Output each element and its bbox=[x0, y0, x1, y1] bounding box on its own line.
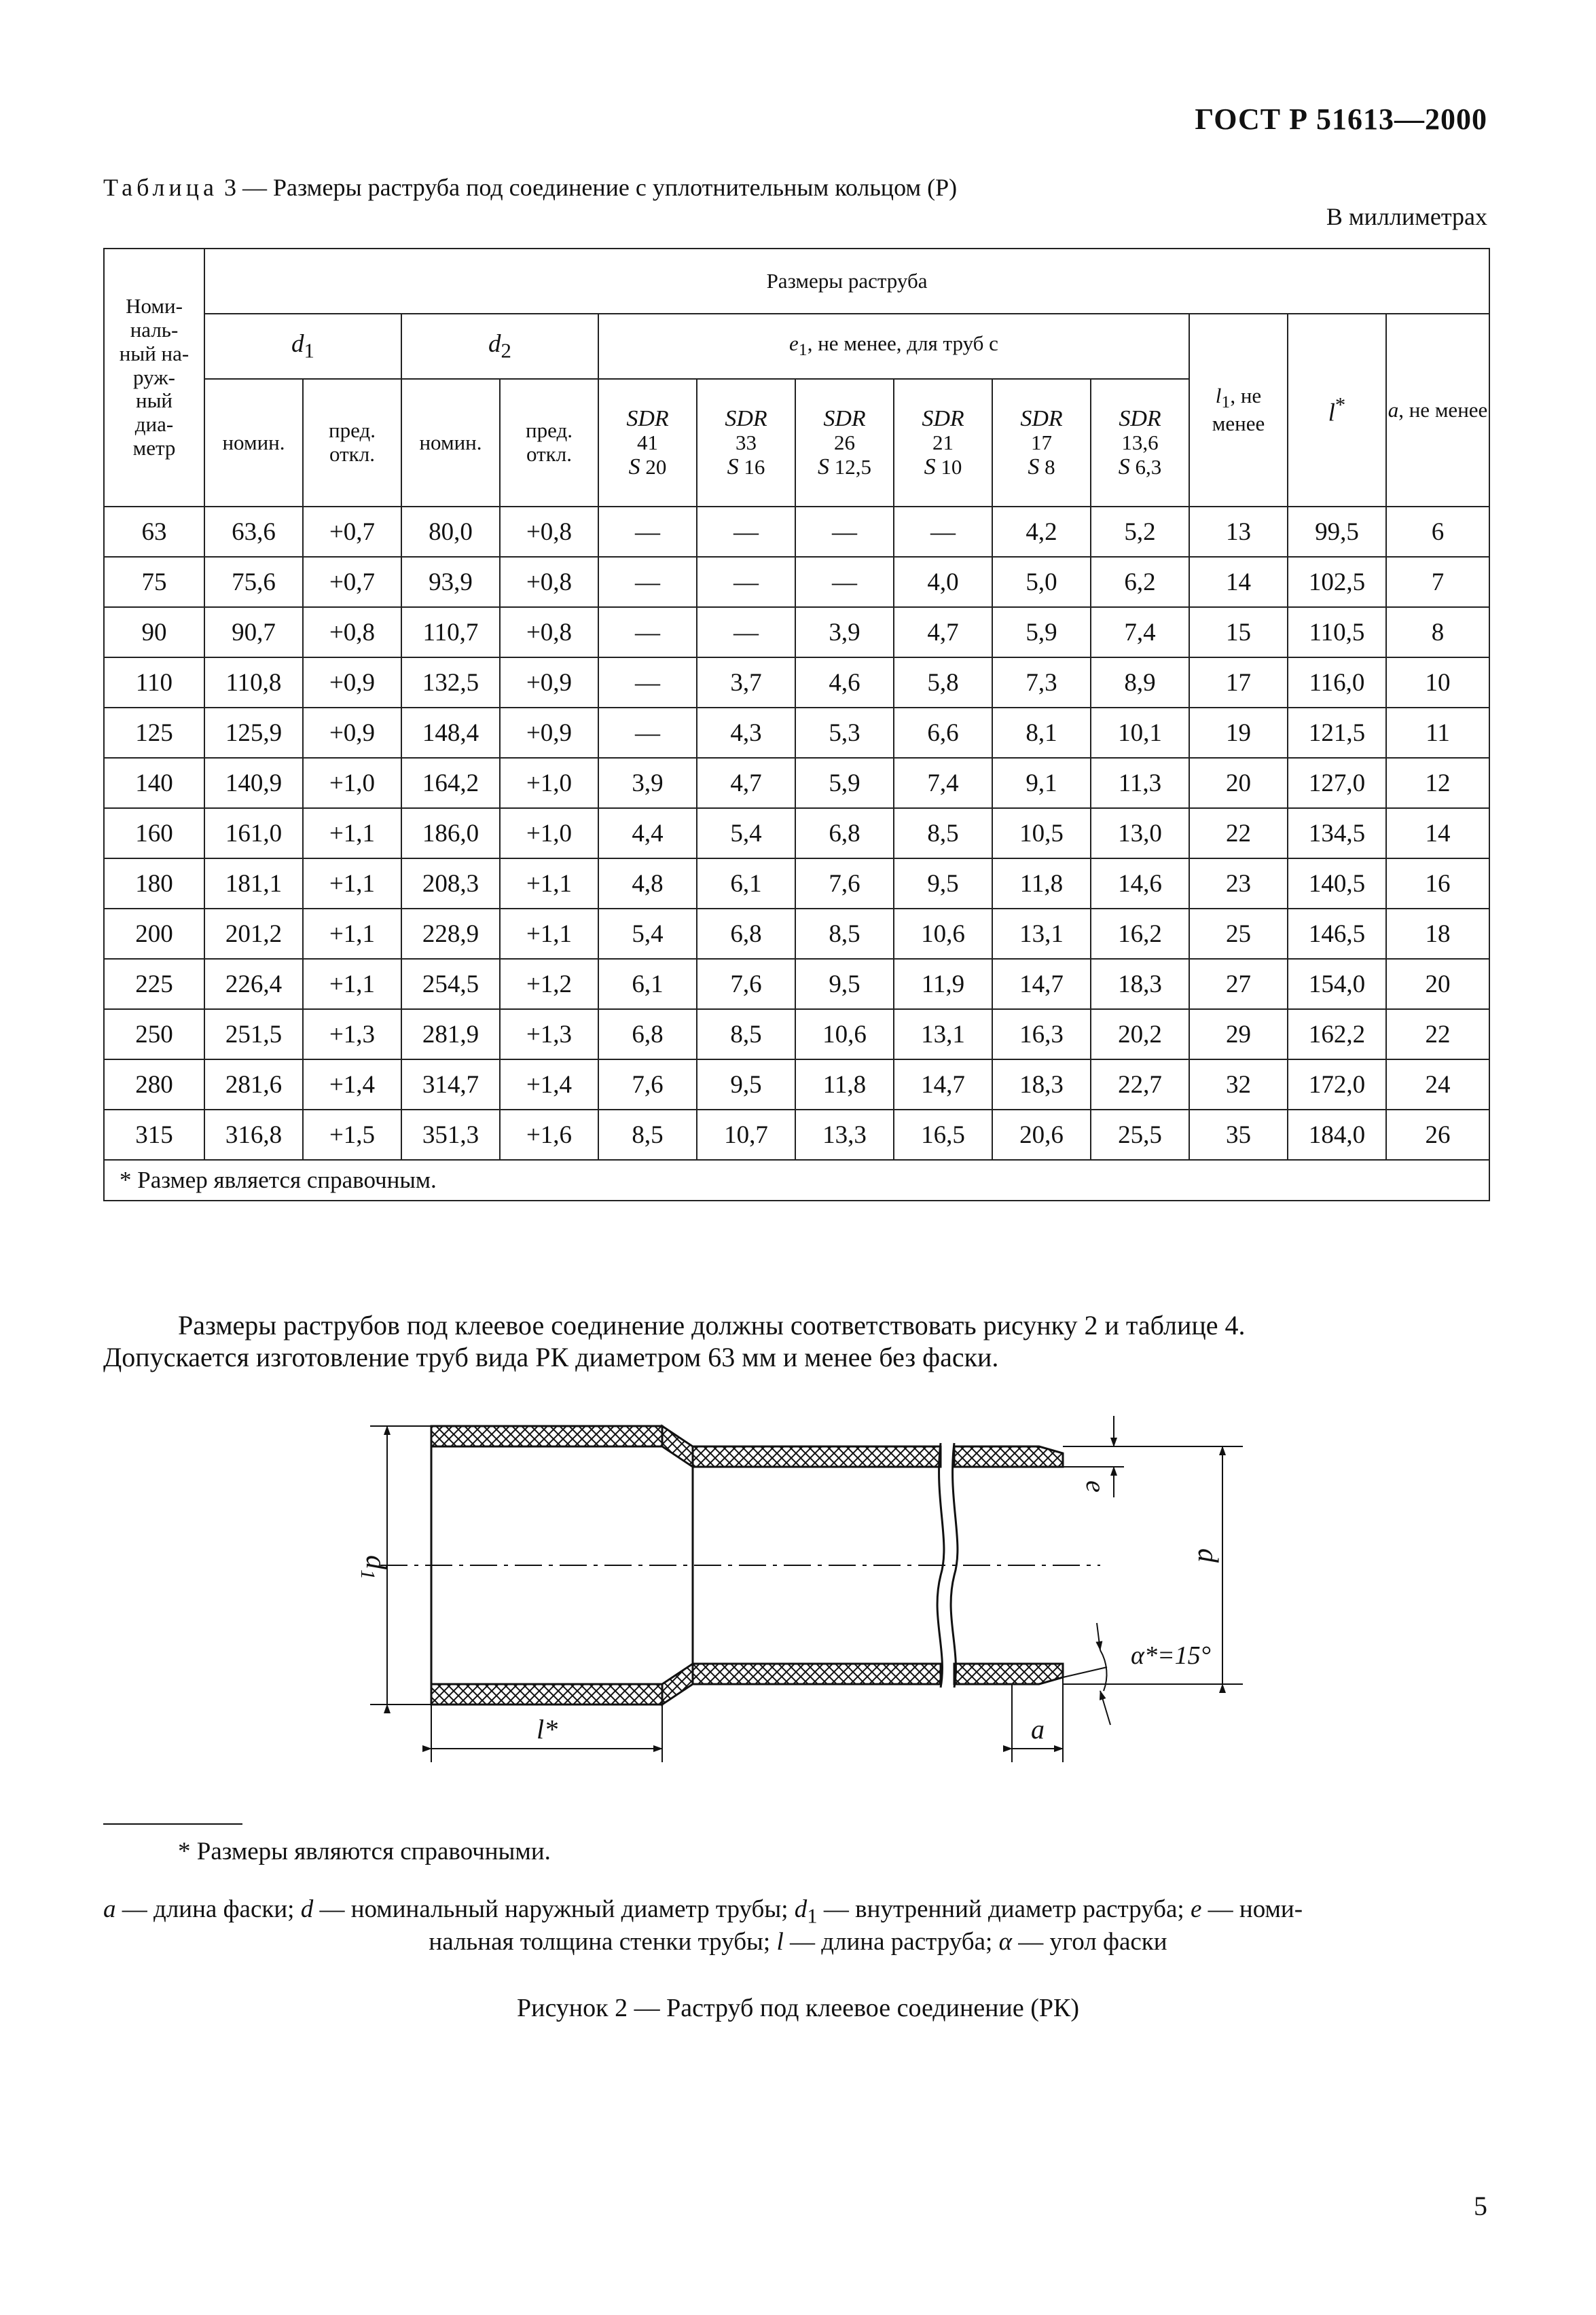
table-cell: 281,6 bbox=[204, 1059, 303, 1110]
table-cell: +1,5 bbox=[303, 1110, 401, 1160]
header-d2-nom: номин. bbox=[401, 379, 500, 507]
table-cell: — bbox=[598, 657, 697, 708]
header-a: a, не менее bbox=[1386, 314, 1489, 507]
table-cell: 16,3 bbox=[992, 1009, 1091, 1059]
table-cell: 29 bbox=[1189, 1009, 1288, 1059]
table-note: * Размер является справочным. bbox=[104, 1160, 1489, 1201]
table-cell: 6,8 bbox=[598, 1009, 697, 1059]
table-cell: 125,9 bbox=[204, 708, 303, 758]
body-text-line-2: Допускается изготовление труб вида РК диаметром 63 мм и менее без фаски. bbox=[103, 1342, 999, 1372]
table-cell: 4,3 bbox=[697, 708, 795, 758]
table-cell: +1,4 bbox=[500, 1059, 598, 1110]
table-cell: 4,2 bbox=[992, 507, 1091, 557]
table-cell: +0,8 bbox=[500, 607, 598, 657]
table-cell: +1,3 bbox=[500, 1009, 598, 1059]
table-cell: 11,9 bbox=[894, 959, 992, 1009]
table-cell: +1,1 bbox=[500, 858, 598, 909]
table-cell: 32 bbox=[1189, 1059, 1288, 1110]
page-number: 5 bbox=[1474, 2191, 1487, 2221]
d-label: d bbox=[1192, 1548, 1223, 1563]
table-cell: +1,1 bbox=[303, 808, 401, 858]
table-cell: +1,1 bbox=[303, 909, 401, 959]
header-sdr-4: SDR 21 S 10 bbox=[894, 379, 992, 507]
table-cell: 10 bbox=[1386, 657, 1489, 708]
table-cell: 314,7 bbox=[401, 1059, 500, 1110]
legend-line-2: нальная толщина стенки трубы; l — длина раструба; α — угол фаски bbox=[429, 1928, 1167, 1956]
d1-label: d1 bbox=[357, 1555, 391, 1580]
table-cell: +0,9 bbox=[500, 657, 598, 708]
table-cell: 22,7 bbox=[1091, 1059, 1189, 1110]
table-cell: 14,6 bbox=[1091, 858, 1189, 909]
table-cell: 132,5 bbox=[401, 657, 500, 708]
table-cell: 25,5 bbox=[1091, 1110, 1189, 1160]
table-cell: 162,2 bbox=[1288, 1009, 1386, 1059]
table-cell: — bbox=[795, 557, 894, 607]
table-cell: 164,2 bbox=[401, 758, 500, 808]
e-label: e bbox=[1081, 1480, 1111, 1493]
table-cell: 140,9 bbox=[204, 758, 303, 808]
table-cell: 14 bbox=[1189, 557, 1288, 607]
table-cell: 13,3 bbox=[795, 1110, 894, 1160]
table-cell: — bbox=[894, 507, 992, 557]
table-cell: 9,5 bbox=[894, 858, 992, 909]
table-cell: 13,1 bbox=[894, 1009, 992, 1059]
table-cell: 18,3 bbox=[1091, 959, 1189, 1009]
table-cell: 13,1 bbox=[992, 909, 1091, 959]
table-cell: +1,0 bbox=[500, 758, 598, 808]
table-cell: 201,2 bbox=[204, 909, 303, 959]
header-sdr-5: SDR 17 S 8 bbox=[992, 379, 1091, 507]
table-cell: — bbox=[598, 557, 697, 607]
table-cell: 3,7 bbox=[697, 657, 795, 708]
table-cell: 16,5 bbox=[894, 1110, 992, 1160]
table-cell: 225 bbox=[104, 959, 204, 1009]
table-cell: 8 bbox=[1386, 607, 1489, 657]
header-d2: $d_2$ bbox=[401, 314, 598, 379]
socket-top-wall bbox=[431, 1426, 662, 1446]
table-cell: +0,8 bbox=[500, 557, 598, 607]
table-cell: 15 bbox=[1189, 607, 1288, 657]
table-row bbox=[104, 909, 1489, 959]
table-cell: 250 bbox=[104, 1009, 204, 1059]
table-cell: 4,7 bbox=[697, 758, 795, 808]
table-cell: 7,4 bbox=[894, 758, 992, 808]
header-d1: $d_1$ bbox=[204, 314, 401, 379]
table-cell: 24 bbox=[1386, 1059, 1489, 1110]
table-cell: +0,7 bbox=[303, 507, 401, 557]
table-cell: 5,9 bbox=[992, 607, 1091, 657]
table-cell: 11,8 bbox=[992, 858, 1091, 909]
table-cell: +1,1 bbox=[303, 858, 401, 909]
transition-bottom bbox=[662, 1664, 693, 1705]
table-cell: 26 bbox=[1386, 1110, 1489, 1160]
figure-2-drawing bbox=[340, 1406, 1277, 1786]
table-cell: 251,5 bbox=[204, 1009, 303, 1059]
table-cell: +1,6 bbox=[500, 1110, 598, 1160]
table-cell: 4,0 bbox=[894, 557, 992, 607]
table-cell: 12 bbox=[1386, 758, 1489, 808]
table-cell: 228,9 bbox=[401, 909, 500, 959]
table-cell: 3,9 bbox=[795, 607, 894, 657]
document-header: ГОСТ Р 51613—2000 bbox=[1195, 103, 1487, 136]
table-cell: 186,0 bbox=[401, 808, 500, 858]
table-cell: 110,8 bbox=[204, 657, 303, 708]
table-cell: 5,4 bbox=[697, 808, 795, 858]
table-row bbox=[104, 758, 1489, 808]
table-cell: 102,5 bbox=[1288, 557, 1386, 607]
table-cell: 140 bbox=[104, 758, 204, 808]
table-cell: +0,8 bbox=[500, 507, 598, 557]
table-row bbox=[104, 657, 1489, 708]
table-cell: 154,0 bbox=[1288, 959, 1386, 1009]
table-cell: 3,9 bbox=[598, 758, 697, 808]
table-cell: 6,2 bbox=[1091, 557, 1189, 607]
table-cell: 6,1 bbox=[697, 858, 795, 909]
table-cell: +1,4 bbox=[303, 1059, 401, 1110]
table-cell: 11,3 bbox=[1091, 758, 1189, 808]
table-cell: 8,5 bbox=[697, 1009, 795, 1059]
table-cell: — bbox=[697, 557, 795, 607]
table-cell: +0,9 bbox=[500, 708, 598, 758]
table-cell: — bbox=[598, 607, 697, 657]
table-row bbox=[104, 507, 1489, 557]
table-cell: 90 bbox=[104, 607, 204, 657]
table-cell: — bbox=[795, 507, 894, 557]
table-cell: 99,5 bbox=[1288, 507, 1386, 557]
table-cell: 110,7 bbox=[401, 607, 500, 657]
table-cell: 13 bbox=[1189, 507, 1288, 557]
data-table bbox=[103, 248, 1490, 1201]
table-cell: 93,9 bbox=[401, 557, 500, 607]
table-cell: — bbox=[598, 507, 697, 557]
table-cell: +1,1 bbox=[500, 909, 598, 959]
table-cell: 9,1 bbox=[992, 758, 1091, 808]
table-cell: 90,7 bbox=[204, 607, 303, 657]
table-cell: 80,0 bbox=[401, 507, 500, 557]
table-cell: 18 bbox=[1386, 909, 1489, 959]
table-cell: 116,0 bbox=[1288, 657, 1386, 708]
table-cell: 184,0 bbox=[1288, 1110, 1386, 1160]
table-cell: 316,8 bbox=[204, 1110, 303, 1160]
table-cell: +1,2 bbox=[500, 959, 598, 1009]
table-cell: 75 bbox=[104, 557, 204, 607]
table-cell: 146,5 bbox=[1288, 909, 1386, 959]
table-cell: 140,5 bbox=[1288, 858, 1386, 909]
table-cell: 281,9 bbox=[401, 1009, 500, 1059]
table-cell: 7,4 bbox=[1091, 607, 1189, 657]
table-cell: 20 bbox=[1189, 758, 1288, 808]
table-cell: 25 bbox=[1189, 909, 1288, 959]
table-cell: 75,6 bbox=[204, 557, 303, 607]
table-row bbox=[104, 1059, 1489, 1110]
table-cell: 7,6 bbox=[598, 1059, 697, 1110]
table-cell: 226,4 bbox=[204, 959, 303, 1009]
table-row bbox=[104, 607, 1489, 657]
table-body bbox=[104, 507, 1489, 1160]
table-cell: 10,1 bbox=[1091, 708, 1189, 758]
table-cell: 254,5 bbox=[401, 959, 500, 1009]
table-cell: +1,0 bbox=[500, 808, 598, 858]
table-row bbox=[104, 1009, 1489, 1059]
table-cell: 10,6 bbox=[795, 1009, 894, 1059]
table-cell: 8,9 bbox=[1091, 657, 1189, 708]
table-cell: 280 bbox=[104, 1059, 204, 1110]
table-cell: 161,0 bbox=[204, 808, 303, 858]
table-cell: 121,5 bbox=[1288, 708, 1386, 758]
spigot-bottom-wall bbox=[954, 1664, 1063, 1684]
header-sdr-6: SDR 13,6 S 6,3 bbox=[1091, 379, 1189, 507]
table-caption-text: 3 — Размеры раструба под соединение с уплотнительным кольцом (Р) bbox=[217, 174, 958, 201]
table-caption-word: Таблица bbox=[103, 174, 218, 201]
table-cell: 35 bbox=[1189, 1110, 1288, 1160]
table-cell: 181,1 bbox=[204, 858, 303, 909]
table-cell: 208,3 bbox=[401, 858, 500, 909]
alpha-label: α*=15° bbox=[1131, 1641, 1211, 1670]
table-row bbox=[104, 959, 1489, 1009]
table-units: В миллиметрах bbox=[1326, 203, 1487, 230]
table-cell: 11 bbox=[1386, 708, 1489, 758]
figure-caption: Рисунок 2 — Раструб под клеевое соединение (РК) bbox=[516, 1994, 1080, 2022]
table-row bbox=[104, 858, 1489, 909]
table-cell: 180 bbox=[104, 858, 204, 909]
table-cell: 17 bbox=[1189, 657, 1288, 708]
table-cell: 16 bbox=[1386, 858, 1489, 909]
spigot-top-wall bbox=[954, 1446, 1063, 1467]
header-l1: $l_1$, не менее bbox=[1189, 314, 1288, 507]
socket-bottom-wall bbox=[431, 1684, 662, 1705]
table-cell: 127,0 bbox=[1288, 758, 1386, 808]
table-cell: 63,6 bbox=[204, 507, 303, 557]
table-cell: 5,9 bbox=[795, 758, 894, 808]
table-cell: 27 bbox=[1189, 959, 1288, 1009]
table-cell: 134,5 bbox=[1288, 808, 1386, 858]
table-cell: 110 bbox=[104, 657, 204, 708]
table-cell: +0,9 bbox=[303, 657, 401, 708]
table-cell: 125 bbox=[104, 708, 204, 758]
table-cell: 20,6 bbox=[992, 1110, 1091, 1160]
table-cell: 6,6 bbox=[894, 708, 992, 758]
table-cell: 23 bbox=[1189, 858, 1288, 909]
table-cell: 14 bbox=[1386, 808, 1489, 858]
table-cell: 20 bbox=[1386, 959, 1489, 1009]
table-cell: 5,0 bbox=[992, 557, 1091, 607]
table-cell: 7 bbox=[1386, 557, 1489, 607]
table-cell: 6,8 bbox=[697, 909, 795, 959]
table-row bbox=[104, 708, 1489, 758]
body-text-line-1: Размеры раструбов под клеевое соединение должны соответствовать рисунку 2 и таблице 4. bbox=[178, 1310, 1246, 1341]
table-cell: — bbox=[697, 507, 795, 557]
header-d1-dev: пред. откл. bbox=[303, 379, 401, 507]
table-cell: 7,6 bbox=[795, 858, 894, 909]
header-group: Размеры раструба bbox=[204, 249, 1489, 314]
table-cell: 5,8 bbox=[894, 657, 992, 708]
table-cell: 9,5 bbox=[697, 1059, 795, 1110]
table-cell: 14,7 bbox=[992, 959, 1091, 1009]
table-cell: 14,7 bbox=[894, 1059, 992, 1110]
table-cell: 172,0 bbox=[1288, 1059, 1386, 1110]
table-cell: 4,7 bbox=[894, 607, 992, 657]
table-cell: 6 bbox=[1386, 507, 1489, 557]
table-cell: 6,8 bbox=[795, 808, 894, 858]
table-caption bbox=[103, 173, 957, 202]
table-cell: +0,9 bbox=[303, 708, 401, 758]
table-cell: 63 bbox=[104, 507, 204, 557]
table-cell: 5,3 bbox=[795, 708, 894, 758]
table-cell: 8,1 bbox=[992, 708, 1091, 758]
table-cell: — bbox=[697, 607, 795, 657]
table-cell: 7,3 bbox=[992, 657, 1091, 708]
table-cell: 315 bbox=[104, 1110, 204, 1160]
header-l: l* bbox=[1288, 314, 1386, 507]
table-cell: 110,5 bbox=[1288, 607, 1386, 657]
table-row bbox=[104, 808, 1489, 858]
table-cell: +1,1 bbox=[303, 959, 401, 1009]
header-d2-dev: пред. откл. bbox=[500, 379, 598, 507]
table-cell: 8,5 bbox=[795, 909, 894, 959]
table-cell: 200 bbox=[104, 909, 204, 959]
table-cell: 8,5 bbox=[894, 808, 992, 858]
table-row bbox=[104, 557, 1489, 607]
footnote-rule bbox=[103, 1823, 242, 1825]
table-cell: 7,6 bbox=[697, 959, 795, 1009]
table-cell: 18,3 bbox=[992, 1059, 1091, 1110]
transition-top bbox=[662, 1426, 693, 1467]
table-cell: 4,4 bbox=[598, 808, 697, 858]
table-cell: 5,4 bbox=[598, 909, 697, 959]
table-cell: 13,0 bbox=[1091, 808, 1189, 858]
table-cell: 5,2 bbox=[1091, 507, 1189, 557]
a-label: a bbox=[1031, 1714, 1045, 1745]
table-cell: +0,7 bbox=[303, 557, 401, 607]
header-sdr-3: SDR 26 S 12,5 bbox=[795, 379, 894, 507]
header-sdr-1: SDR 41 S 20 bbox=[598, 379, 697, 507]
header-nominal-diameter: Номи-наль-ный на-руж-ный диа-метр bbox=[104, 249, 204, 507]
pipe-bottom-wall bbox=[693, 1664, 941, 1684]
table-row bbox=[104, 1110, 1489, 1160]
table-cell: 9,5 bbox=[795, 959, 894, 1009]
table-cell: 160 bbox=[104, 808, 204, 858]
table-cell: 148,4 bbox=[401, 708, 500, 758]
pipe-top-wall bbox=[693, 1446, 941, 1467]
header-e1: $e_1$, не менее, для труб с bbox=[598, 314, 1189, 379]
table-cell: +1,0 bbox=[303, 758, 401, 808]
footnote: * Размеры являются справочными. bbox=[178, 1838, 551, 1865]
table-cell: — bbox=[598, 708, 697, 758]
table-cell: 20,2 bbox=[1091, 1009, 1189, 1059]
table-cell: 351,3 bbox=[401, 1110, 500, 1160]
table-cell: 8,5 bbox=[598, 1110, 697, 1160]
table-cell: 10,5 bbox=[992, 808, 1091, 858]
table-cell: 22 bbox=[1386, 1009, 1489, 1059]
header-d1-nom: номин. bbox=[204, 379, 303, 507]
table-cell: +1,3 bbox=[303, 1009, 401, 1059]
table-cell: 4,6 bbox=[795, 657, 894, 708]
table-cell: 19 bbox=[1189, 708, 1288, 758]
table-cell: 10,7 bbox=[697, 1110, 795, 1160]
table-cell: 22 bbox=[1189, 808, 1288, 858]
table-cell: 10,6 bbox=[894, 909, 992, 959]
l-label: l* bbox=[537, 1714, 558, 1745]
table-cell: +0,8 bbox=[303, 607, 401, 657]
table-cell: 6,1 bbox=[598, 959, 697, 1009]
legend-line-1: a — длина фаски; d — номинальный наружный диаметр трубы; $d_1$ — внутренний диаметр раструба; e — номи- bbox=[103, 1895, 1303, 1928]
table-cell: 16,2 bbox=[1091, 909, 1189, 959]
table-cell: 4,8 bbox=[598, 858, 697, 909]
header-sdr-2: SDR 33 S 16 bbox=[697, 379, 795, 507]
table-cell: 11,8 bbox=[795, 1059, 894, 1110]
